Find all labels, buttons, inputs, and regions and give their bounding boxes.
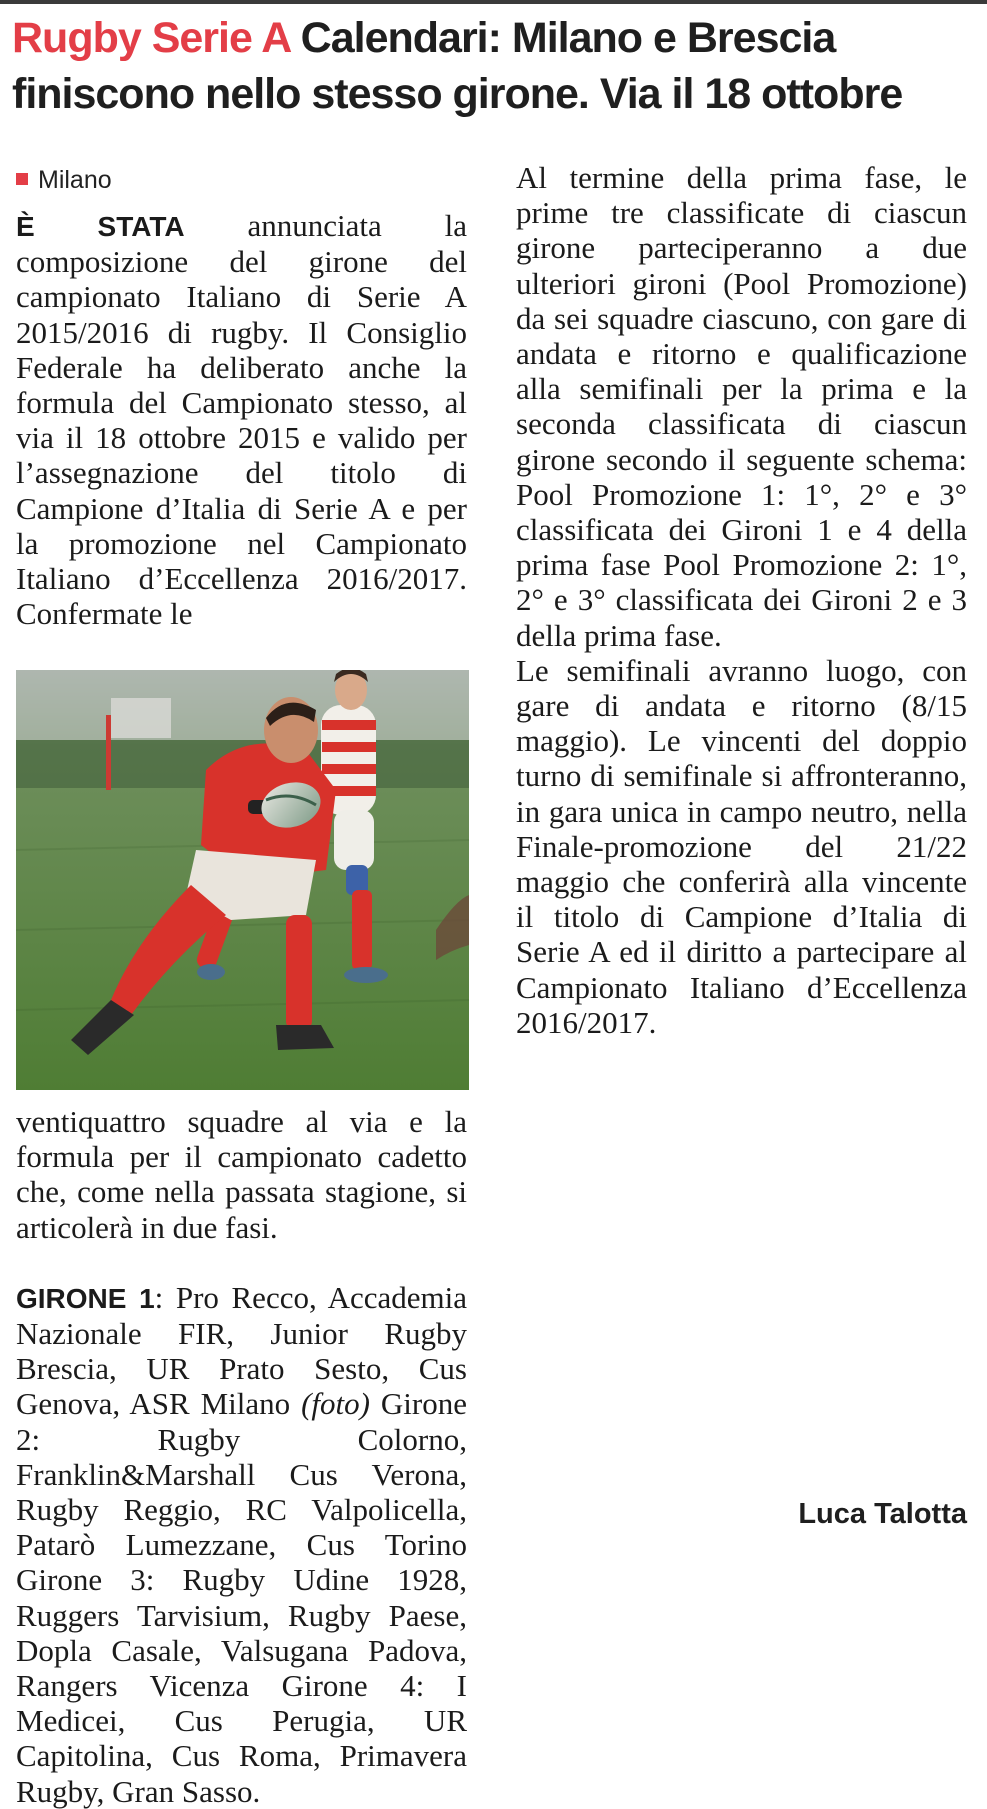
dateline-text: Milano: [38, 166, 112, 194]
article-col-right: [516, 160, 967, 1040]
headline-kicker: Rugby Serie A: [12, 14, 290, 62]
rugby-player-photo: [16, 670, 469, 1090]
article-paragraph-gironi: GIRONE 1: Pro Recco, Accademia Nazionale FIR, Junior Rugby Brescia, UR Prato Sesto, Cus Genova, ASR Milano (foto) Girone 2: Rugby Colorno, Franklin&Marshall Cus Verona, Rugby Reggio, RC Valpolicella, Patarò Lumezzane, Cus Torino Girone 3: Rugby Udine 1928, Ruggers Tarvisium, Rugby Paese, Dopla Casale, Valsugana Padova, Rangers Vicenza Girone 4: I Medicei, Cus Perugia, UR Capitolina, Cus Roma, Primavera Rugby, Gran Sasso.: [16, 1279, 467, 1809]
square-bullet-icon: [16, 173, 28, 185]
dateline: [16, 164, 112, 196]
article-col-left-bottom: [16, 1104, 467, 1809]
article-paragraph-4: Le semifinali avranno luogo, con gare di andata e ritorno (8/15 maggio). Le vincenti del doppio turno di semifinale si affronteranno, in gara unica in campo neutro, nella Finale-promozione del 21/22 maggio che conferirà alla vincente il titolo di Campione d’Italia di Serie A ed il diritto a partecipare al Campionato Italiano d’Eccellenza 2016/2017.: [516, 652, 967, 1040]
girone-label: GIRONE 1: [16, 1282, 155, 1314]
foto-note: (foto): [301, 1386, 370, 1422]
article-paragraph-1-cont: ventiquattro squadre al via e la formula per il campionato cadetto che, come nella passata stagione, si articolerà in due fasi.: [16, 1104, 467, 1245]
byline: Luca Talotta: [798, 1498, 967, 1530]
lead-word: È STATA: [16, 211, 185, 242]
article-paragraph-3: Al termine della prima fase, le prime tre classificate di ciascun girone parteciperanno a due ulteriori gironi (Pool Promozione) da sei squadre ciascuno, con gare di andata e ritorno e qualificazione alla semifinali per la prima e la seconda classificata di ciascun girone secondo il seguente schema: Pool Promozione 1: 1°, 2° e 3° classificata dei Gironi 1 e 4 della prima fase Pool Promozione 2: 1°, 2° e 3° classificata dei Gironi 2 e 3 della prima fase.: [516, 160, 967, 653]
top-rule: [0, 0, 987, 4]
article-paragraph-1: È STATA annunciata la composizione del girone del campionato Italiano di Serie A 2015/2016 di rugby. Il Consiglio Federale ha deliberato anche la formula del Campionato stesso, al via il 18 ottobre 2015 e valido per l’assegnazione del titolo di Campione d’Italia di Serie A e per la promozione nel Campionato Italiano d’Eccellenza 2016/2017. Confermate le: [16, 208, 468, 632]
headline-title: Calendari: Milano e Brescia finiscono nello stesso girone. Via il 18 ottobre: [12, 14, 903, 118]
headline: [12, 10, 977, 122]
article-col-left-top: [16, 208, 467, 631]
